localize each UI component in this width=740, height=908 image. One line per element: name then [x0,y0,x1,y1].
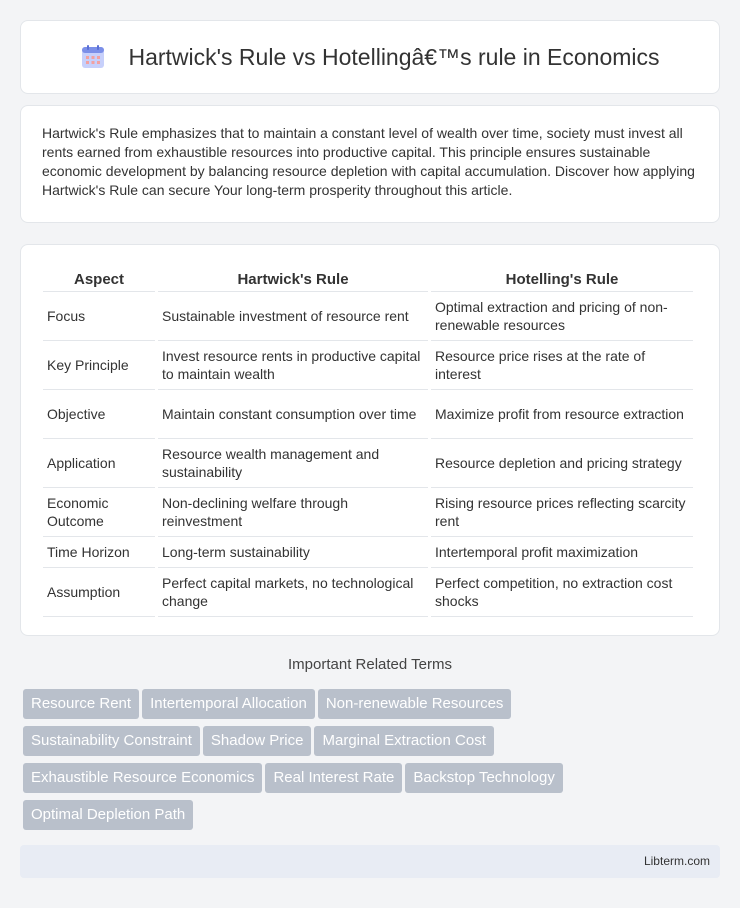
table-cell-hartwick: Perfect capital markets, no technological change [158,568,428,617]
table-cell-aspect: Application [43,439,155,488]
table-row [43,537,693,568]
table-cell-aspect: Economic Outcome [43,488,155,537]
table-cell-hotelling: Maximize profit from resource extraction [431,390,693,439]
related-term-tag[interactable]: Real Interest Rate [265,763,402,793]
table-row [43,568,693,617]
table-row [43,439,693,488]
table-cell-hartwick: Resource wealth management and sustainability [158,439,428,488]
table-cell-hotelling: Resource price rises at the rate of interest [431,341,693,390]
related-term-tag[interactable]: Resource Rent [23,689,139,719]
table-row [43,488,693,537]
related-term-tag[interactable]: Exhaustible Resource Economics [23,763,262,793]
table-row [43,292,693,341]
comparison-table [40,265,696,617]
table-cell-aspect: Focus [43,292,155,341]
related-term-tag[interactable]: Backstop Technology [405,763,562,793]
comparison-card [20,244,720,636]
table-cell-aspect: Objective [43,390,155,439]
header [80,44,659,71]
table-cell-hartwick: Non-declining welfare through reinvestment [158,488,428,537]
column-header-hartwick: Hartwick's Rule [158,265,428,292]
related-terms-title: Important Related Terms [288,656,452,673]
intro-paragraph: Hartwick's Rule emphasizes that to maintain a constant level of wealth over time, society must invest all rents earned from exhaustible resources into productive capital. This principle ensures sustainable economic development by balancing resource depletion with capital accumulation. Discover how applying Hartwick's Rule can secure Your long-term prosperity throughout this article. [42,125,695,198]
related-term-tag[interactable]: Non-renewable Resources [318,689,512,719]
page-title: Hartwick's Rule vs Hotellingâ€™s rule in Economics [128,43,660,70]
table-row [43,390,693,439]
table-cell-aspect: Key Principle [43,341,155,390]
related-term-tag[interactable]: Marginal Extraction Cost [314,726,493,756]
footer [20,845,720,878]
table-cell-hartwick: Sustainable investment of resource rent [158,292,428,341]
related-term-tag[interactable]: Shadow Price [203,726,312,756]
intro-card [20,105,720,223]
table-row [43,341,693,390]
table-header-row [43,265,693,292]
column-header-hotelling: Hotelling's Rule [431,265,693,292]
related-terms-tags [23,689,703,837]
calendar-grid-icon [80,44,106,70]
table-cell-hotelling: Resource depletion and pricing strategy [431,439,693,488]
table-cell-hotelling: Intertemporal profit maximization [431,537,693,568]
footer-site-link[interactable]: Libterm.com [643,854,710,868]
table-cell-hotelling: Optimal extraction and pricing of non-renewable resources [431,292,693,341]
table-cell-hotelling: Perfect competition, no extraction cost shocks [431,568,693,617]
column-header-aspect: Aspect [43,265,155,292]
table-cell-hartwick: Invest resource rents in productive capital to maintain wealth [158,341,428,390]
table-cell-aspect: Time Horizon [43,537,155,568]
header-card [20,20,720,94]
table-cell-hotelling: Rising resource prices reflecting scarcity rent [431,488,693,537]
table-cell-hartwick: Long-term sustainability [158,537,428,568]
related-term-tag[interactable]: Optimal Depletion Path [23,800,193,830]
table-cell-aspect: Assumption [43,568,155,617]
related-term-tag[interactable]: Intertemporal Allocation [142,689,315,719]
table-cell-hartwick: Maintain constant consumption over time [158,390,428,439]
related-term-tag[interactable]: Sustainability Constraint [23,726,200,756]
